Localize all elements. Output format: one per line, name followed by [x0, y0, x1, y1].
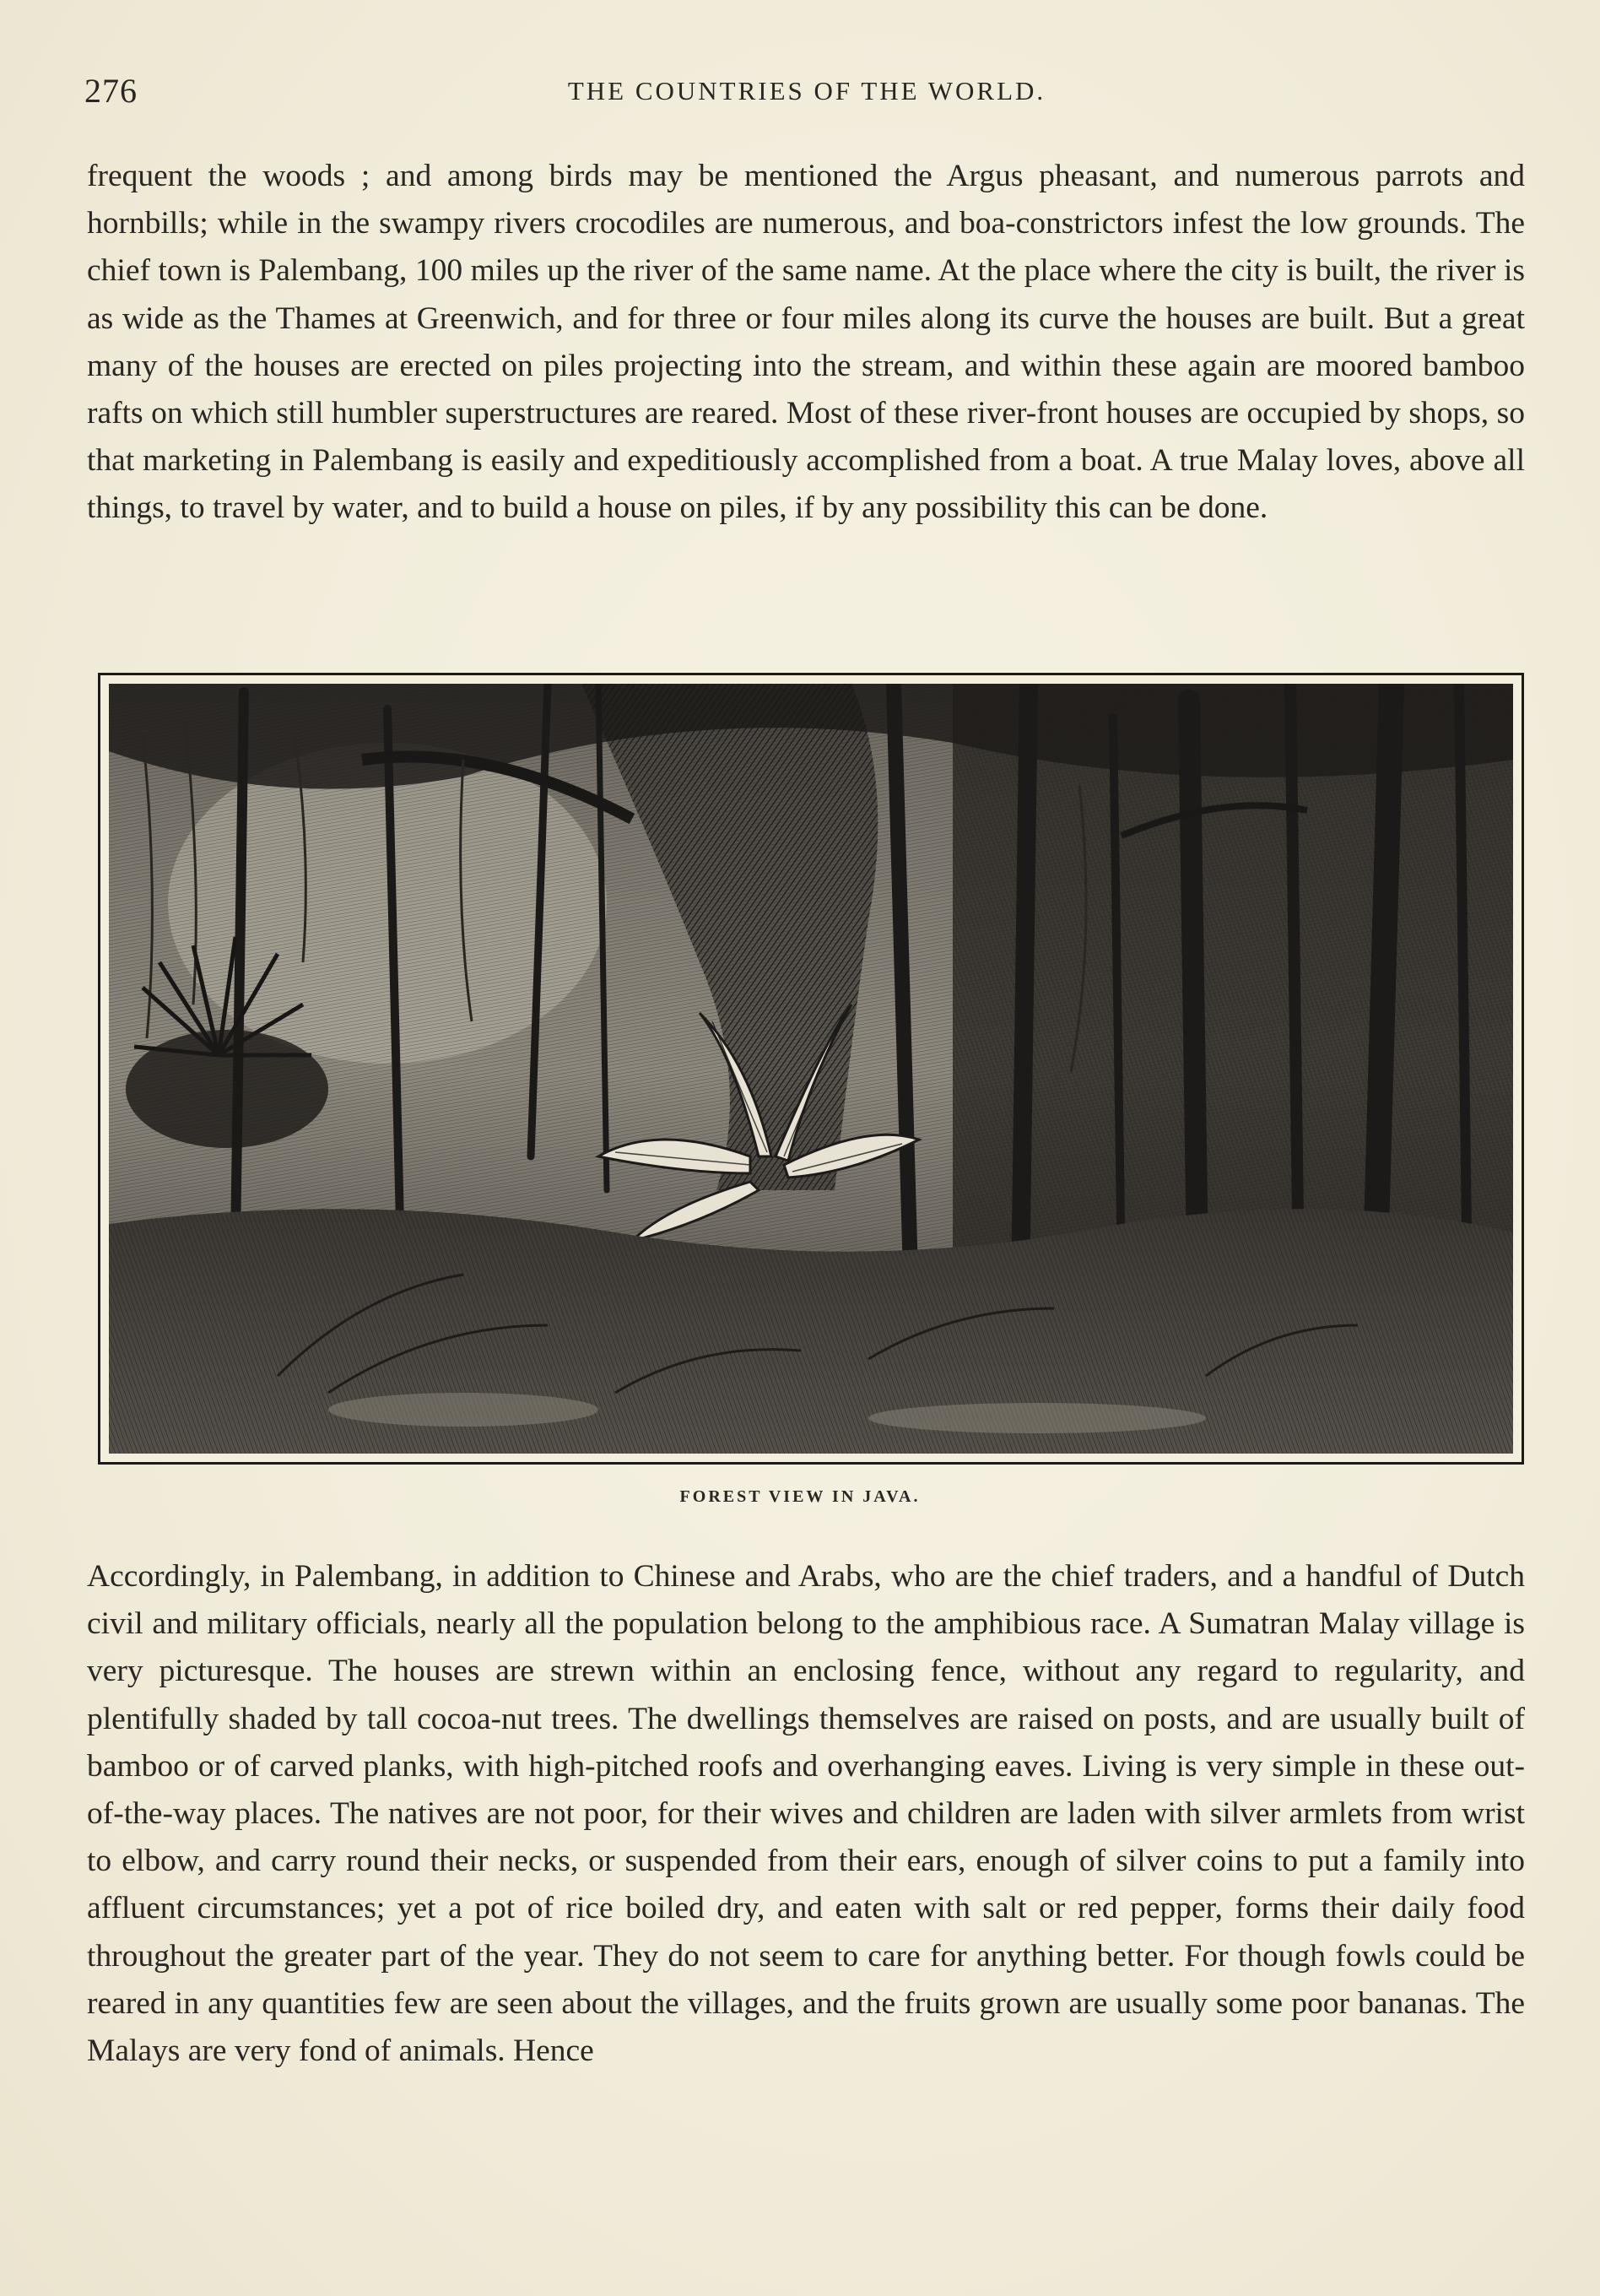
figure-caption: FOREST VIEW IN JAVA.: [679, 1487, 921, 1506]
figure-forest-view: [98, 673, 1524, 1466]
forest-engraving-illustration: [109, 684, 1513, 1454]
page-number: 276: [84, 72, 138, 110]
body-paragraph-bottom: Accordingly, in Palembang, in addition to Chinese and Arabs, who are the chief traders, and a handful of Dutch civil and military officials, nearly all the population belong to the amphibious race. A Sumatran Malay village is very picturesque. The houses are strewn within an enclosing fence, without any regard to regularity, and plentifully shaded by tall cocoa-nut trees. The dwellings themselves are raised on posts, and are usually built of bamboo or of carved planks, with high-pitched roofs and overhanging eaves. Living is very simple in these out-of-the-way places. The natives are not poor, for their wives and children are laden with silver armlets from wrist to elbow, and carry round their necks, or suspended from their ears, enough of silver coins to put a family into affluent circumstances; yet a pot of rice boiled dry, and eaten with salt or red pepper, forms their daily food throughout the greater part of the year. They do not seem to care for anything better. For though fowls could be reared in any quantities few are seen about the villages, and the fruits grown are usually some poor bananas. The Malays are very fond of animals. Hence: [87, 1559, 1525, 2069]
body-paragraph-top: frequent the woods ; and among birds may be mentioned the Argus pheasant, and numerous parrots and hornbills; while in the swampy rivers crocodiles are numerous, and boa-constrictors infest the low grounds. The chief town is Palembang, 100 miles up the river of the same name. At the place where the city is built, the river is as wide as the Thames at Greenwich, and for three or four miles along its curve the houses are built. But a great many of the houses are erected on piles projecting into the stream, and within these again are moored bamboo rafts on which still humbler superstructures are reared. Most of these river-front houses are occupied by shops, so that marketing in Palembang is easily and expeditiously accomplished from a boat. A true Malay loves, above all things, to travel by water, and to build a house on piles, if by any possibility this can be done.: [87, 159, 1525, 526]
engraving-frame: [98, 673, 1524, 1465]
running-head: [84, 71, 1529, 122]
running-title: THE COUNTRIES OF THE WORLD.: [567, 76, 1046, 106]
